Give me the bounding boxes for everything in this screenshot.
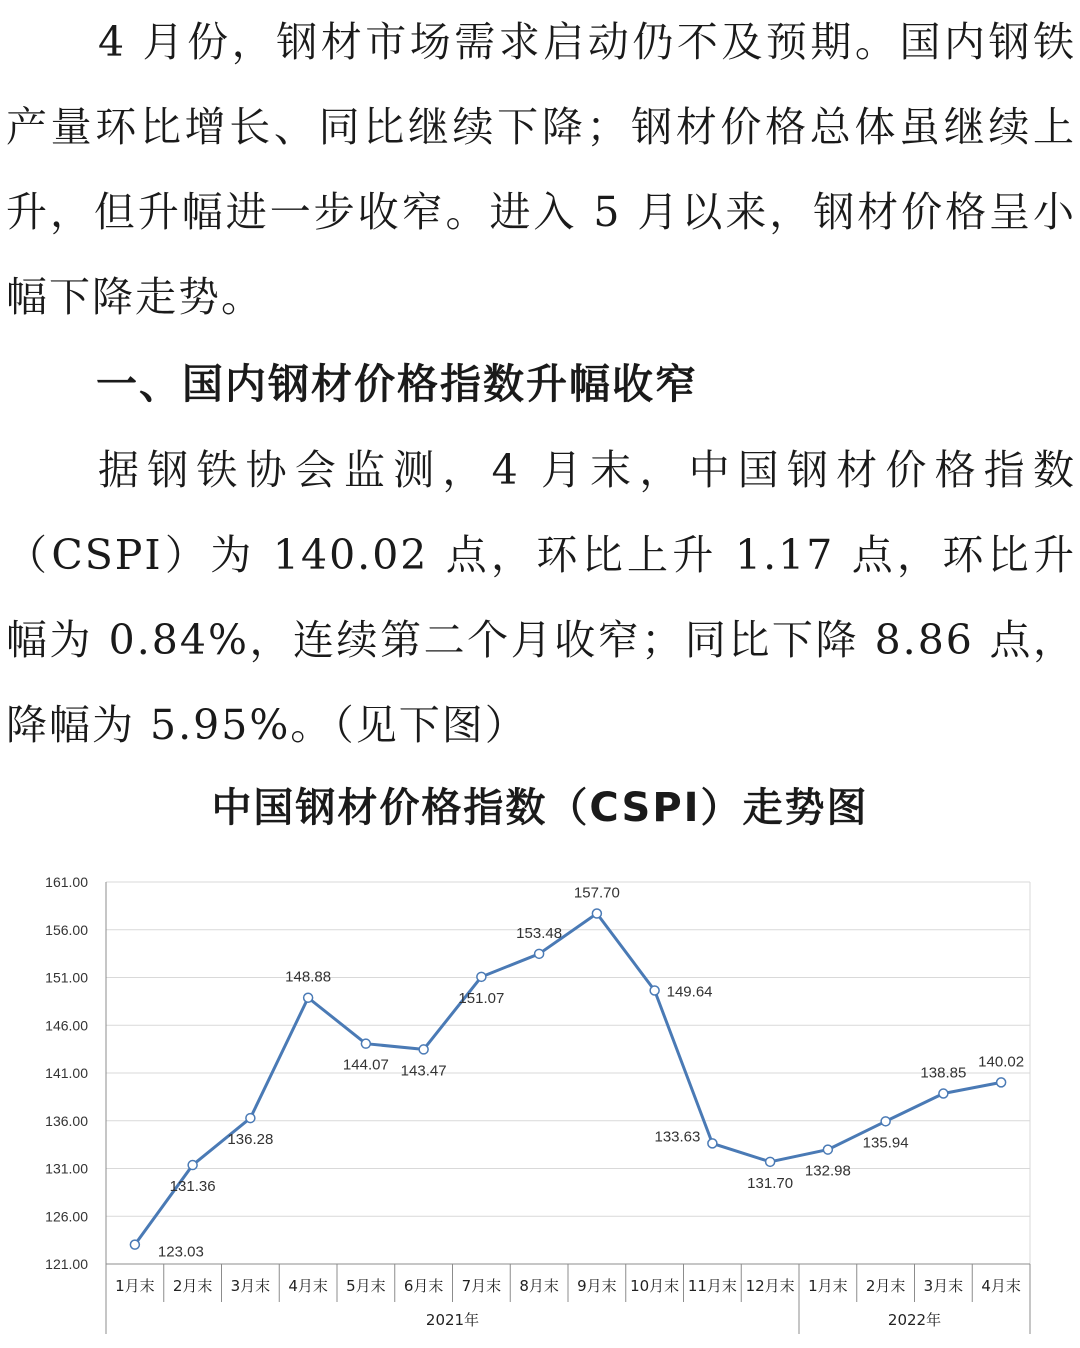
data-label: 131.70 bbox=[747, 1174, 794, 1192]
data-point bbox=[361, 1039, 370, 1048]
data-point bbox=[246, 1114, 255, 1123]
y-tick-label: 146.00 bbox=[45, 1017, 88, 1034]
data-label: 131.36 bbox=[169, 1178, 216, 1196]
x-category-label: 11月末 bbox=[687, 1277, 737, 1295]
intro-paragraph: 4 月份，钢材市场需求启动仍不及预期。国内钢铁产量环比增长、同比继续下降；钢材价格总体虽继续上升，但升幅进一步收窄。进入 5 月以来，钢材价格呈小幅下降走势。 bbox=[6, 18, 1076, 321]
y-tick-label: 141.00 bbox=[45, 1065, 88, 1081]
data-point bbox=[130, 1240, 139, 1249]
data-point bbox=[766, 1157, 775, 1166]
data-label: 148.88 bbox=[285, 968, 332, 986]
x-category-label: 12月末 bbox=[745, 1277, 795, 1295]
x-category-label: 5月末 bbox=[346, 1277, 386, 1295]
y-tick-label: 161.00 bbox=[45, 874, 88, 890]
data-label: 143.47 bbox=[400, 1062, 447, 1080]
section-heading: 一、国内钢材价格指数升幅收窄 bbox=[96, 360, 698, 408]
x-category-label: 4月末 bbox=[288, 1277, 328, 1295]
y-tick-label: 136.00 bbox=[45, 1112, 88, 1129]
x-category-label: 9月末 bbox=[577, 1277, 617, 1295]
x-category-label: 4月末 bbox=[981, 1277, 1021, 1295]
data-point bbox=[592, 909, 601, 918]
data-label: 136.28 bbox=[227, 1131, 274, 1149]
data-label: 140.02 bbox=[978, 1053, 1025, 1071]
data-label: 123.03 bbox=[157, 1243, 204, 1261]
cspi-paragraph: 据钢铁协会监测，4 月末，中国钢材价格指数（CSPI）为 140.02 点，环比上升 1.17 点，环比升幅为 0.84%，连续第二个月收窄；同比下降 8.86 点，降幅为 5.95%。（见下图） bbox=[6, 446, 1076, 749]
cspi-line-chart bbox=[0, 858, 1080, 1338]
y-tick-label: 156.00 bbox=[45, 921, 88, 938]
chart-title: 中国钢材价格指数（CSPI）走势图 bbox=[211, 785, 869, 831]
data-label: 138.85 bbox=[920, 1064, 967, 1082]
data-point bbox=[939, 1089, 948, 1098]
x-category-label: 1月末 bbox=[115, 1277, 155, 1295]
data-label: 144.07 bbox=[342, 1056, 389, 1074]
data-point bbox=[419, 1045, 428, 1054]
y-tick-label: 151.00 bbox=[45, 969, 88, 986]
series-line-cspi bbox=[135, 914, 1001, 1245]
data-point bbox=[997, 1078, 1006, 1087]
data-point bbox=[881, 1117, 890, 1126]
data-label: 153.48 bbox=[516, 924, 563, 942]
x-category-label: 1月末 bbox=[808, 1277, 848, 1295]
x-group-label: 2022年 bbox=[887, 1311, 942, 1329]
x-category-label: 6月末 bbox=[403, 1277, 444, 1295]
x-category-label: 2月末 bbox=[865, 1277, 906, 1295]
data-label: 133.63 bbox=[654, 1128, 701, 1146]
x-category-label: 7月末 bbox=[461, 1277, 502, 1295]
data-point bbox=[304, 993, 313, 1002]
data-point bbox=[535, 949, 544, 958]
data-point bbox=[708, 1139, 717, 1148]
x-category-label: 8月末 bbox=[519, 1277, 559, 1295]
y-tick-label: 131.00 bbox=[45, 1160, 88, 1177]
data-label: 149.64 bbox=[666, 983, 713, 1001]
y-tick-label: 126.00 bbox=[45, 1208, 88, 1225]
x-group-label: 2021年 bbox=[425, 1311, 480, 1329]
data-point bbox=[650, 986, 659, 995]
y-tick-label: 121.00 bbox=[45, 1256, 88, 1272]
data-point bbox=[477, 972, 486, 981]
x-category-label: 10月末 bbox=[630, 1277, 680, 1295]
x-category-label: 3月末 bbox=[923, 1277, 964, 1295]
data-label: 157.70 bbox=[573, 884, 620, 902]
x-category-label: 2月末 bbox=[172, 1277, 213, 1295]
x-category-label: 3月末 bbox=[230, 1277, 271, 1295]
data-label: 151.07 bbox=[458, 989, 505, 1007]
data-label: 132.98 bbox=[804, 1162, 851, 1180]
data-point bbox=[188, 1161, 197, 1170]
data-label: 135.94 bbox=[862, 1134, 909, 1152]
data-point bbox=[823, 1145, 832, 1154]
